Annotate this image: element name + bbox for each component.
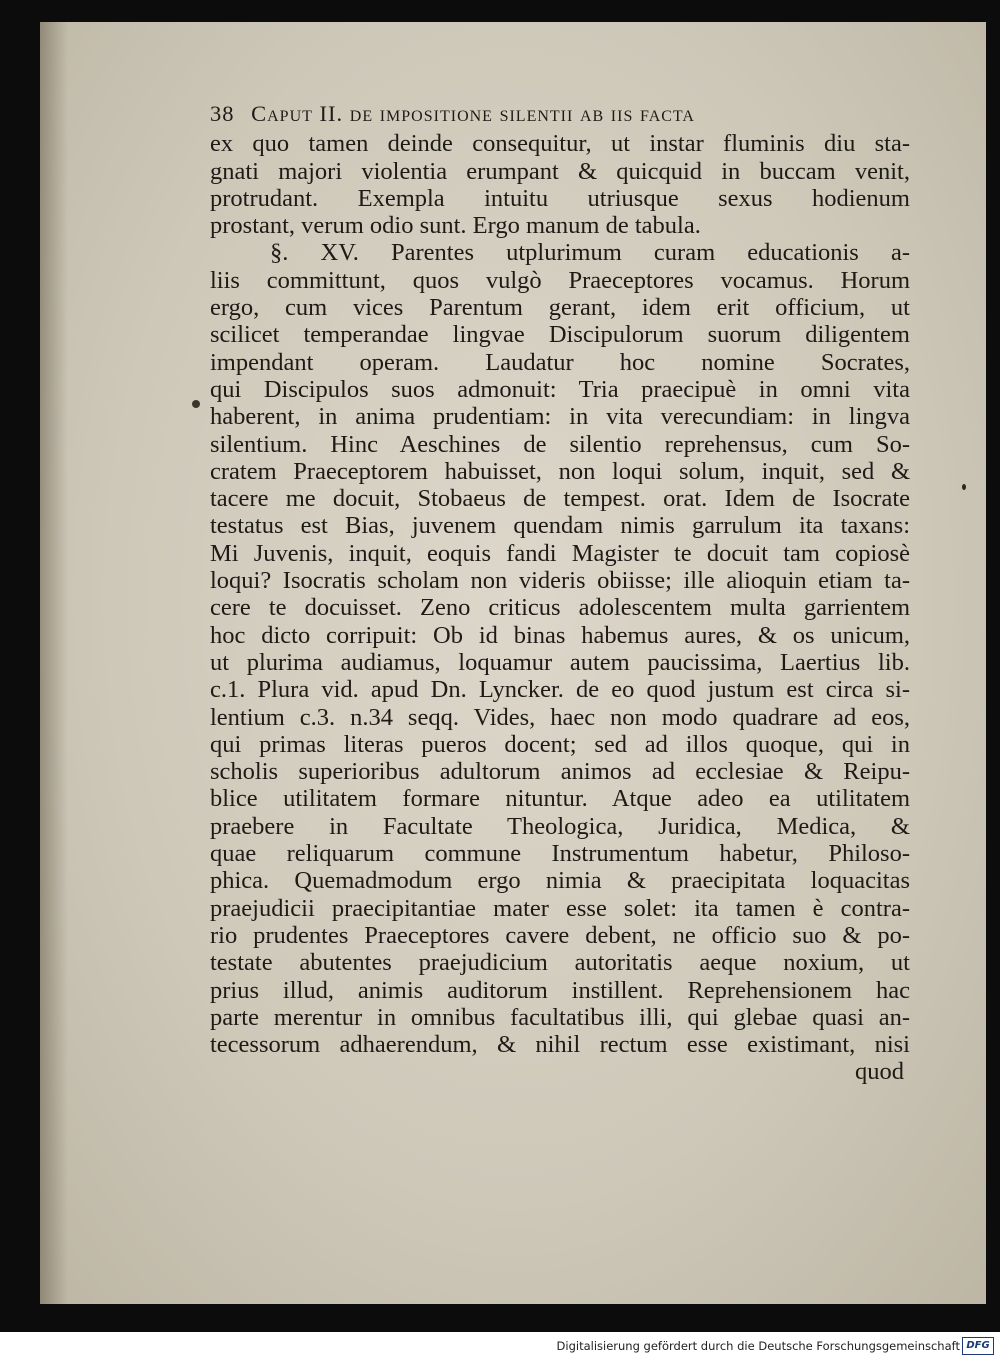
dfg-logo: DFG	[962, 1337, 994, 1355]
text-line: protrudant. Exempla intuitu utriusque sexus hodienum	[210, 184, 910, 212]
text-line: haberent, in anima prudentiam: in vita verecundiam: in lingva	[210, 403, 910, 431]
text-line: prius illud, animis auditorum instillent. Reprehensionem hac	[210, 976, 910, 1004]
ink-speck	[962, 484, 966, 490]
body-text	[210, 130, 910, 1058]
text-line: tecessorum adhaerendum, & nihil rectum esse existimant, nisi	[210, 1031, 910, 1059]
text-line: cere te docuisset. Zeno criticus adolescentem multa garrientem	[210, 594, 910, 622]
text-line: qui Discipulos suos admonuit: Tria praecipuè in omni vita	[210, 375, 910, 403]
text-line: scholis superioribus adultorum animos ad ecclesiae & Reipu-	[210, 758, 910, 786]
text-line: loqui? Isocratis scholam non videris obiisse; ille alioquin etiam ta-	[210, 567, 910, 595]
text-line: phica. Quemadmodum ergo nimia & praecipitata loquacitas	[210, 867, 910, 895]
footer-bar	[0, 1332, 1000, 1359]
text-line: quae reliquarum commune Instrumentum habetur, Philoso-	[210, 840, 910, 868]
catchword: quod	[855, 1058, 904, 1086]
text-line: lentium c.3. n.34 seqq. Vides, haec non modo quadrare ad eos,	[210, 703, 910, 731]
text-line: ergo, cum vices Parentum gerant, idem erit officium, ut	[210, 294, 910, 322]
page-text-block	[210, 100, 910, 1086]
text-line: tacere me docuit, Stobaeus de tempest. orat. Idem de Isocrate	[210, 485, 910, 513]
text-line: c.1. Plura vid. apud Dn. Lyncker. de eo quod justum est circa si-	[210, 676, 910, 704]
running-head-title: Caput II. de impositione silentii ab iis facta	[251, 101, 695, 126]
running-head	[210, 100, 910, 127]
text-line: silentium. Hinc Aeschines de silentio reprehensus, cum So-	[210, 430, 910, 458]
text-line: praejudicii praecipitantiae mater esse solet: ita tamen è contra-	[210, 894, 910, 922]
text-line: impendant operam. Laudatur hoc nomine Socrates,	[210, 348, 910, 376]
text-line: testate abutentes praejudicium autoritatis aeque noxium, ut	[210, 949, 910, 977]
text-line: Mi Juvenis, inquit, eoquis fandi Magister te docuit tam copiosè	[210, 539, 910, 567]
text-line: qui primas literas pueros docent; sed ad illos quoque, qui in	[210, 730, 910, 758]
text-line: gnati majori violentia erumpant & quicquid in buccam venit,	[210, 157, 910, 185]
text-line: liis committunt, quos vulgò Praeceptores vocamus. Horum	[210, 266, 910, 294]
text-line: praebere in Facultate Theologica, Juridica, Medica, &	[210, 812, 910, 840]
text-line: blice utilitatem formare nituntur. Atque adeo ea utilitatem	[210, 785, 910, 813]
text-line: ut plurima audiamus, loquamur autem paucissima, Laertius lib.	[210, 648, 910, 676]
digitization-credit: Digitalisierung gefördert durch die Deutsche Forschungsgemeinschaft	[556, 1339, 960, 1353]
text-line: testatus est Bias, juvenem quendam nimis garrulum ita taxans:	[210, 512, 910, 540]
page-gutter-shadow	[40, 22, 68, 1304]
text-line: rio prudentes Praeceptores cavere debent, ne officio suo & po-	[210, 921, 910, 949]
text-line: cratem Praeceptorem habuisset, non loqui solum, inquit, sed &	[210, 457, 910, 485]
text-line: parte merentur in omnibus facultatibus illi, qui glebae quasi an-	[210, 1003, 910, 1031]
text-line: prostant, verum odio sunt. Ergo manum de tabula.	[210, 212, 701, 240]
page-number: 38	[210, 101, 235, 126]
text-line: §. XV. Parentes utplurimum curam educationis a-	[270, 239, 910, 267]
text-line: scilicet temperandae lingvae Discipulorum suorum diligentem	[210, 321, 910, 349]
text-line: hoc dicto corripuit: Ob id binas habemus aures, & os unicum,	[210, 621, 910, 649]
ink-speck	[192, 400, 200, 408]
text-line: ex quo tamen deinde consequitur, ut instar fluminis diu sta-	[210, 130, 910, 158]
